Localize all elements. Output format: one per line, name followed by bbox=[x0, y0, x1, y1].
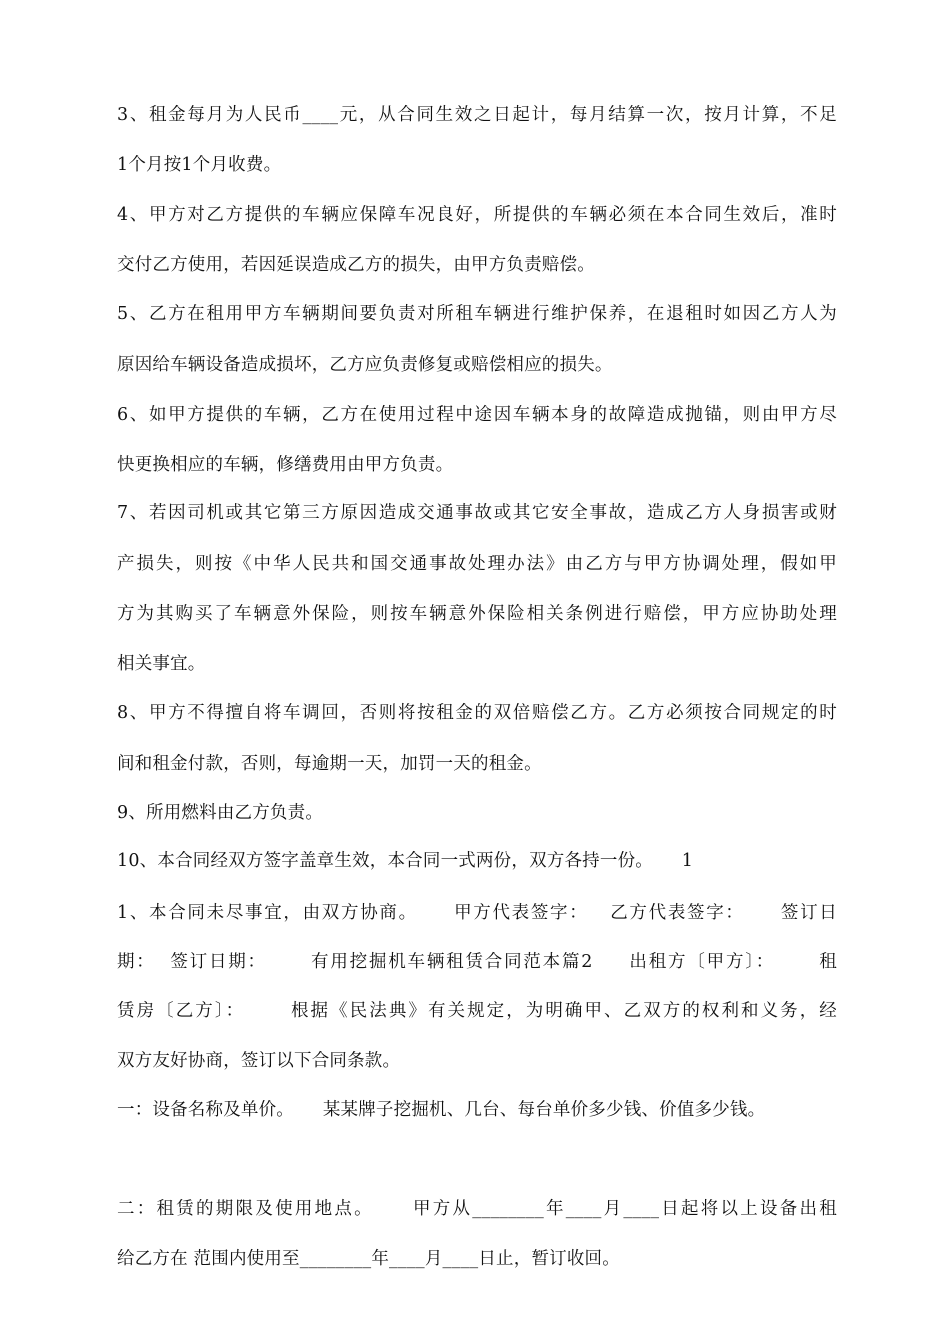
clause-4-line-1: 4、甲方对乙方提供的车辆应保障车况良好，所提供的车辆必须在本合同生效后，准时 bbox=[117, 205, 837, 225]
clause-11-line-2: 期： 签订日期： 有用挖掘机车辆租赁合同范本篇2 出租方〔甲方〕： 租 bbox=[117, 952, 837, 972]
clause-3-line-2: 1个月按1个月收费。 bbox=[117, 155, 282, 175]
clause-10-line: 10、本合同经双方签字盖章生效，本合同一式两份，双方各持一份。 1 bbox=[117, 851, 694, 871]
section-2-line-1: 二：租赁的期限及使用地点。 甲方从________年____月____日起将以上设备出租 bbox=[117, 1199, 837, 1219]
clause-8-line-1: 8、甲方不得擅自将车调回，否则将按租金的双倍赔偿乙方。乙方必须按合同规定的时 bbox=[117, 703, 837, 723]
section-1-line: 一：设备名称及单价。 某某牌子挖掘机、几台、每台单价多少钱、价值多少钱。 bbox=[117, 1100, 766, 1120]
clause-8-line-2: 间和租金付款，否则，每逾期一天，加罚一天的租金。 bbox=[117, 754, 542, 774]
clause-6-line-2: 快更换相应的车辆，修缮费用由甲方负责。 bbox=[117, 455, 454, 475]
clause-7-line-2: 产损失，则按《中华人民共和国交通事故处理办法》由乙方与甲方协调处理，假如甲 bbox=[117, 554, 837, 574]
clause-7-line-4: 相关事宜。 bbox=[117, 654, 206, 674]
clause-5-line-1: 5、乙方在租用甲方车辆期间要负责对所租车辆进行维护保养，在退租时如因乙方人为 bbox=[117, 304, 837, 324]
clause-9-line: 9、所用燃料由乙方负责。 bbox=[117, 803, 324, 823]
clause-5-line-2: 原因给车辆设备造成损坏，乙方应负责修复或赔偿相应的损失。 bbox=[117, 355, 613, 375]
clause-4-line-2: 交付乙方使用，若因延误造成乙方的损失，由甲方负责赔偿。 bbox=[117, 255, 595, 275]
clause-11-line-1: 1、本合同未尽事宜，由双方协商。 甲方代表签字： 乙方代表签字： 签订日 bbox=[117, 903, 837, 923]
clause-7-line-1: 7、若因司机或其它第三方原因造成交通事故或其它安全事故，造成乙方人身损害或财 bbox=[117, 503, 837, 523]
clause-7-line-3: 方为其购买了车辆意外保险，则按车辆意外保险相关条例进行赔偿，甲方应协助处理 bbox=[117, 604, 837, 624]
clause-11-line-4: 双方友好协商，签订以下合同条款。 bbox=[117, 1051, 401, 1071]
clause-11-line-3: 赁房〔乙方〕： 根据《民法典》有关规定，为明确甲、乙双方的权利和义务，经 bbox=[117, 1001, 837, 1021]
clause-3-line-1: 3、租金每月为人民币____元，从合同生效之日起计，每月结算一次，按月计算，不足 bbox=[117, 105, 837, 125]
section-2-line-2: 给乙方在 范围内使用至________年____月____日止，暂订收回。 bbox=[117, 1249, 620, 1269]
clause-6-line-1: 6、如甲方提供的车辆，乙方在使用过程中途因车辆本身的故障造成抛锚，则由甲方尽 bbox=[117, 405, 837, 425]
